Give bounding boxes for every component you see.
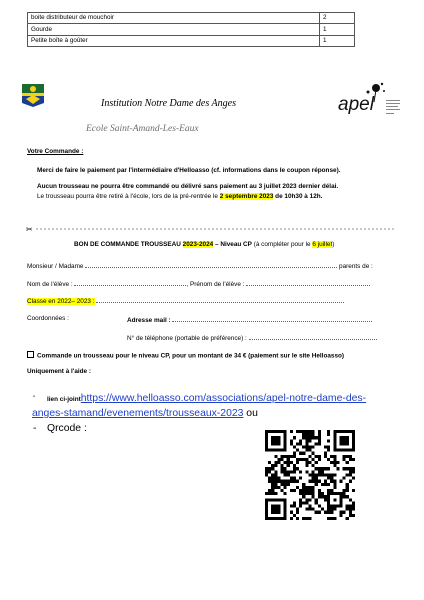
class-label: Classe en 2022– 2023 : — [27, 298, 95, 305]
school-logo — [20, 82, 46, 108]
phone-field-row — [127, 333, 377, 343]
contact-label: Coordonnées : — [27, 315, 69, 322]
form-title: BON DE COMMANDE TROUSSEAU 2023-2024 – Niveau CP (à compléter pour le 6 juillet) — [74, 241, 335, 248]
qr-code-image[interactable] — [265, 430, 355, 520]
helloasso-link[interactable]: https://www.helloasso.com/associations/apel-notre-dame-des- — [80, 393, 367, 404]
bullet-dash-2: - — [33, 423, 37, 434]
order-heading: Votre Commande : — [27, 148, 84, 155]
link-row-2 — [32, 403, 258, 421]
item-name-cell: Gourde — [28, 24, 320, 35]
email-input[interactable] — [172, 315, 372, 322]
parent-name-input[interactable] — [85, 261, 337, 268]
order-checkbox[interactable] — [27, 351, 34, 358]
email-label: Adresse mail : — [127, 317, 171, 324]
school-title: Institution Notre Dame des Anges — [101, 98, 236, 109]
table-row — [28, 24, 355, 35]
order-line-pickup: Le trousseau pourra être retiré à l'école, lors de la pré-rentrée le 2 septembre 2023 de 10h30 à 12h. — [37, 193, 323, 200]
item-qty-cell: 1 — [320, 24, 355, 35]
parent-label: Monsieur / Madame — [27, 263, 84, 270]
order-checkbox-row[interactable] — [27, 351, 344, 361]
email-field-row — [127, 315, 372, 325]
child-firstname-label: , Prénom de l'élève : — [186, 281, 245, 288]
child-lastname-input[interactable] — [74, 279, 186, 286]
item-name-cell: Petite boîte à goûter — [28, 35, 320, 46]
class-input[interactable] — [96, 296, 344, 303]
table-row — [28, 35, 355, 46]
child-name-label: Nom de l'élève : — [27, 281, 73, 288]
only-via-label: Uniquement à l'aide : — [27, 368, 92, 375]
cut-line — [26, 226, 396, 232]
supplies-table — [27, 12, 355, 47]
phone-label: N° de téléphone (portable de préférence) : — [127, 335, 247, 342]
helloasso-link-continued[interactable]: anges-stamand/evenements/trousseaux-2023 — [32, 408, 244, 419]
order-line-deadline: Aucun trousseau ne pourra être commandé ou délivré sans paiement au 3 juillet 2023 dernier délai. — [37, 183, 339, 190]
order-checkbox-label: Commande un trousseau pour le niveau CP, pour un montant de 34 € (paiement sur le site Helloasso) — [37, 352, 345, 360]
school-subtitle: Ecole Saint-Amand-Les-Eaux — [86, 124, 199, 134]
item-name-cell: boite distributeur de mouchoir — [28, 13, 320, 24]
child-firstname-input[interactable] — [246, 279, 370, 286]
item-qty-cell: 1 — [320, 35, 355, 46]
child-field-row — [27, 279, 370, 289]
bullet-dash-1: - — [33, 393, 36, 400]
link-or: ou — [243, 408, 258, 419]
qr-label: Qrcode : — [47, 423, 87, 434]
parent-field-row — [27, 261, 373, 271]
apel-logo-text: apel — [338, 94, 374, 115]
class-field-row — [27, 296, 344, 306]
parent-suffix: parents de : — [339, 263, 373, 270]
item-qty-cell: 2 — [320, 13, 355, 24]
table-row — [28, 13, 355, 24]
order-line-payment: Merci de faire le paiement par l'intermédiaire d'Helloasso (cf. informations dans le coupon réponse). — [37, 167, 341, 174]
apel-logo — [336, 80, 402, 126]
phone-input[interactable] — [249, 333, 377, 340]
link-label: lien ci-joint — [47, 396, 81, 403]
pickup-date: 2 septembre 2023 — [219, 193, 274, 200]
scissors-icon: ✂ — [26, 226, 33, 232]
